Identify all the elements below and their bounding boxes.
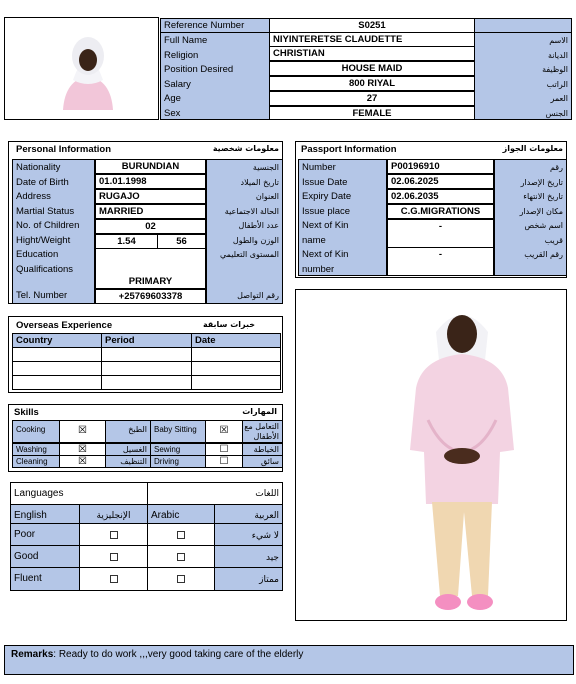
skill-baby-sitting-ar-1: التعامل مع [244,422,279,431]
passport-info-title-ar: معلومات الجواز [502,144,563,153]
kin-name-label-2: name [302,234,326,246]
full-name-ar: الاسم [549,36,568,45]
lang-english-good-cell [79,545,148,568]
position-value: HOUSE MAID [269,61,475,76]
salary-ar: الراتب [546,79,568,89]
overseas-col-country: Country [12,333,102,348]
personal-info-title-ar: معلومات شخصية [212,144,279,153]
lang-english-poor-checkbox[interactable] [110,531,118,539]
children-value: 02 [95,219,206,234]
skill-driving-ar: سائق [242,455,283,468]
issue-place-ar: مكان الإصدار [519,206,563,216]
education-label-1: Education [16,249,59,260]
lang-english-ar: الإنجليزية [79,504,148,524]
age-ar: العمر [550,94,568,103]
lang-english-fluent-cell [79,567,148,591]
tel-value: +25769603378 [95,289,206,304]
full-name-label: Full Name [164,35,208,46]
address-value: RUGAJO [95,189,206,204]
passport-number-label: Number [302,162,336,173]
kin-number-ar: رقم القريب [524,250,563,259]
lang-arabic-ar: العربية [214,504,283,524]
lang-arabic-good-checkbox[interactable] [177,553,185,561]
education-value: PRIMARY [95,248,206,289]
address-label: Address [16,191,51,202]
children-label: No. of Children [16,220,80,231]
kin-number-label-1: Next of Kin [302,249,349,260]
lang-level-fluent-ar: ممتاز [214,567,283,591]
issue-date-ar: تاريخ الإصدار [520,177,563,187]
remarks-text: : Ready to do work ,,,very good taking care of the elderly [53,649,304,660]
skill-driving-label: Driving [150,455,206,468]
nationality-value: BURUNDIAN [95,159,206,174]
lang-english-poor-cell [79,523,148,546]
lang-arabic-fluent-cell [147,567,215,591]
full-body-photo [402,300,522,620]
tel-ar: رقم التواصل [237,291,279,300]
header-labels [164,34,233,121]
lang-arabic-poor-checkbox[interactable] [177,531,185,539]
skill-sewing-label: Sewing [150,443,206,456]
skill-washing-checkbox[interactable]: ☒ [59,443,106,456]
skill-baby-sitting-label: Baby Sitting [150,420,206,443]
lang-level-poor-ar: لا شيء [214,523,283,546]
weight-value: 56 [157,234,206,249]
skill-baby-sitting-checkbox[interactable]: ☒ [205,420,243,443]
overseas-row-3-date [191,375,281,390]
education-ar: المستوى التعليمي [219,250,279,259]
issue-place-value: C.G.MIGRATIONS [387,204,494,219]
issue-date-label: Issue Date [302,176,348,188]
skill-cleaning-label: Cleaning [12,455,60,468]
portrait-photo [53,28,123,110]
overseas-table [12,333,281,391]
kin-name-value: - [387,219,494,248]
address-ar: العنوان [255,192,279,201]
full-name-value: NIYINTERETSE CLAUDETTE [269,32,475,47]
height-value: 1.54 [95,234,158,249]
religion-label: Religion [164,49,199,61]
personal-arabic-labels [208,161,279,263]
skill-washing-ar: الغسيل [105,443,151,456]
height-weight-label: Hight/Weight [16,234,71,246]
sex-label: Sex [164,107,181,119]
dob-ar: تاريخ الميلاد [240,177,279,187]
religion-value: CHRISTIAN [269,46,475,61]
overseas-row-1-date [191,347,281,362]
marital-value: MARRIED [95,204,206,219]
overseas-row-3-period [101,375,192,390]
kin-name-ar-2: قريب [544,235,563,245]
education-label-2: Qualifications [16,263,74,275]
expiry-date-ar: تاريخ الانتهاء [523,192,563,201]
nationality-label: Nationality [16,162,61,173]
overseas-col-date: Date [191,333,281,348]
position-label: Position Desired [164,64,234,75]
lang-english-label: English [10,504,80,524]
lang-level-good-label: Good [10,545,80,568]
position-ar: الوظيفة [542,65,568,74]
passport-info-title-bar [295,144,567,158]
lang-level-good-ar: جيد [214,545,283,568]
age-value: 27 [269,91,475,106]
skills-grid [12,420,283,470]
lang-english-fluent-checkbox[interactable] [110,575,118,583]
expiry-date-value: 02.06.2035 [387,189,494,204]
overseas-row-1-country [12,347,102,362]
lang-arabic-good-cell [147,545,215,568]
passport-number-ar: رقم [549,163,563,172]
ref-number-label: Reference Number [160,18,270,33]
height-weight-ar: الوزن والطول [232,235,279,245]
skills-title-ar: المهارات [242,407,277,416]
skill-cleaning-checkbox[interactable]: ☒ [59,455,106,468]
tel-label: Tel. Number [16,290,68,301]
kin-name-label-1: Next of Kin [302,220,349,231]
ref-number-spacer [474,18,572,33]
portrait-photo-frame [4,17,159,120]
skill-sewing-checkbox[interactable]: ☐ [205,443,243,456]
overseas-row-3-country [12,375,102,390]
sex-value: FEMALE [269,106,475,120]
skills-title: Skills [14,407,39,418]
personal-info-title: Personal Information [16,144,112,155]
marital-ar: الحالة الاجتماعية [224,206,279,216]
personal-info-title-bar [8,144,283,158]
remarks-label: Remarks [11,649,54,660]
age-label: Age [164,93,181,104]
skill-washing-label: Washing [12,443,60,456]
skill-cleaning-ar: التنظيف [105,455,151,468]
languages-title-ar: اللغات [147,482,283,505]
dob-label: Date of Birth [16,176,69,188]
salary-value: 800 RIYAL [269,76,475,91]
languages-title: Languages [10,482,148,505]
overseas-title: Overseas Experience [16,320,113,331]
skill-cooking-label: Cooking [12,420,60,443]
lang-arabic-label: Arabic [147,504,215,524]
skill-driving-checkbox[interactable]: ☐ [205,455,243,468]
issue-place-label: Issue place [302,205,351,217]
skill-baby-sitting-ar-2: الأطفال [253,432,279,441]
overseas-row-1-period [101,347,192,362]
lang-level-fluent-label: Fluent [10,567,80,591]
overseas-row-2-date [191,361,281,376]
header-arabic-labels [476,34,568,121]
lang-arabic-poor-cell [147,523,215,546]
issue-date-value: 02.06.2025 [387,174,494,189]
passport-labels [302,161,351,277]
overseas-row-2-period [101,361,192,376]
passport-info-title: Passport Information [301,144,397,155]
salary-label: Salary [164,78,191,90]
ref-number-value: S0251 [269,18,475,33]
sex-ar: الجنس [545,108,568,118]
overseas-title-bar [8,320,283,333]
overseas-title-ar: خبرات سابقة [202,320,255,329]
skill-cooking-ar: الطبخ [105,420,151,443]
expiry-date-label: Expiry Date [302,191,352,202]
skills-title-bar [8,407,283,420]
skill-sewing-ar: الخياطة [242,443,283,456]
marital-label: Martial Status [16,205,75,217]
full-body-photo-frame [295,289,567,621]
passport-arabic-labels [496,161,563,263]
dob-value: 01.01.1998 [95,174,206,189]
overseas-col-period: Period [101,333,192,348]
lang-arabic-fluent-checkbox[interactable] [177,575,185,583]
religion-ar: الديانة [547,50,568,60]
skill-baby-sitting-ar [242,420,283,443]
lang-english-good-checkbox[interactable] [110,553,118,561]
languages-table [10,482,283,592]
kin-number-value: - [387,247,494,276]
overseas-row-2-country [12,361,102,376]
nationality-ar: الجنسية [252,163,279,172]
children-ar: عدد الأطفال [238,221,279,230]
passport-number-value: P00196910 [387,159,494,174]
kin-number-label-2: number [302,263,335,275]
lang-level-poor-label: Poor [10,523,80,546]
personal-labels [16,161,79,277]
skill-cooking-checkbox[interactable]: ☒ [59,420,106,443]
kin-name-ar-1: اسم شخص [524,221,563,230]
remarks-box [4,645,574,675]
